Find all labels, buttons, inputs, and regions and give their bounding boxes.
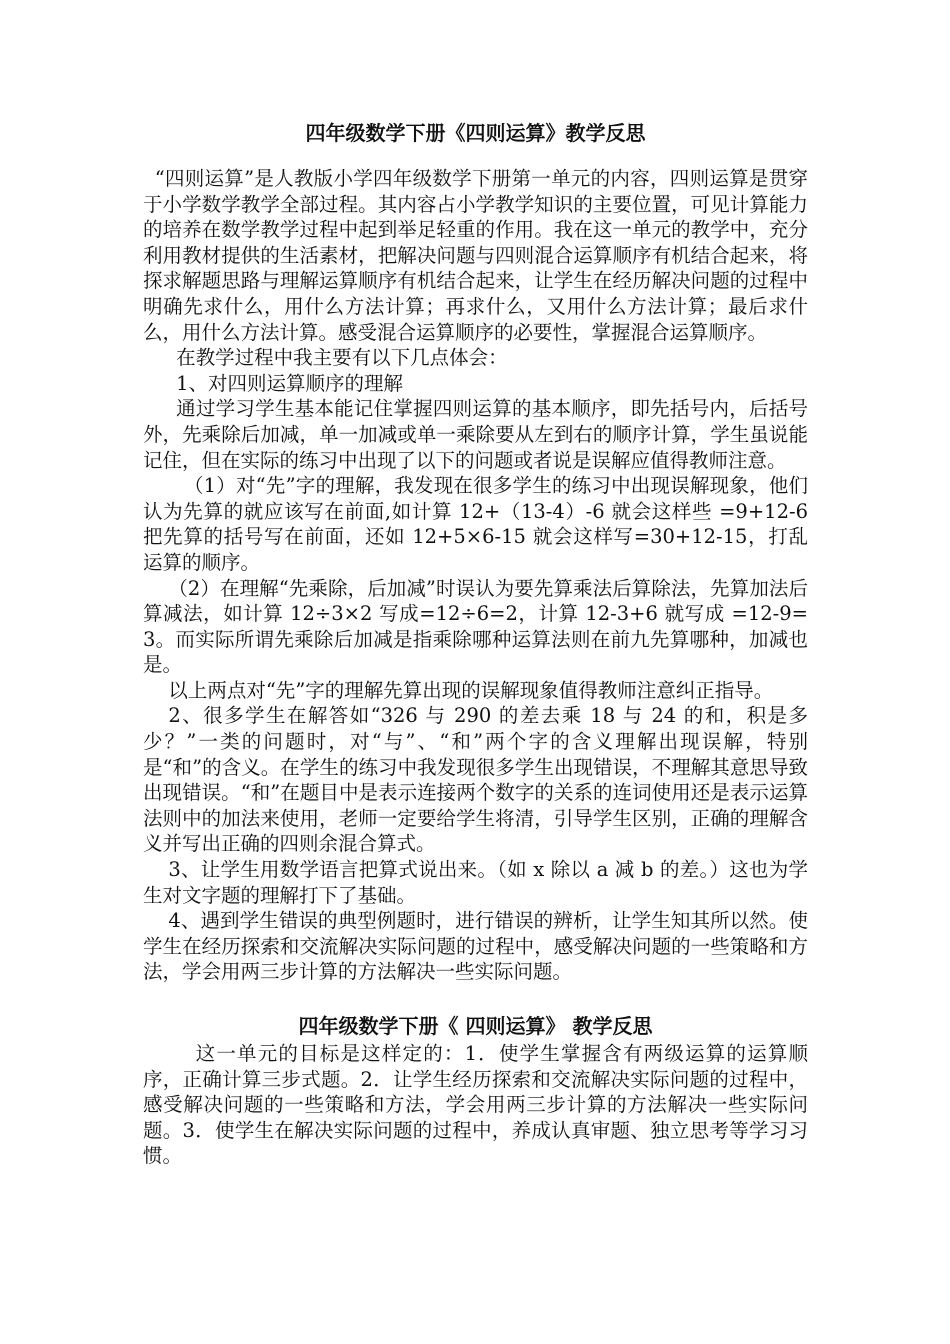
paragraph-unit-goals: 这一单元的目标是这样定的：1．使学生掌握含有两级运算的运算顺序，正确计算三步式题。2．让学生经历探索和交流解决实际问题的过程中，感受解决问题的一些策略和方法，学会用两三步计算的方法解决一些实际问题。3．使学生在解决实际问题的过程中，养成认真审题、独立思考等学习习惯。 — [143, 1042, 808, 1168]
paragraph-point-3: 3、让学生用数学语言把算式说出来。（如 x 除以 a 减 b 的差。）这也为学生对文字题的理解打下了基础。 — [143, 858, 808, 907]
paragraph-experience-lead: 在教学过程中我主要有以下几点体会： — [176, 346, 508, 370]
paragraph-point-4: 4、遇到学生错误的典型例题时，进行错误的辨析，让学生知其所以然。使学生在经历探索和交流解决实际问题的过程中，感受解决问题的一些策略和方法，学会用两三步计算的方法解决一些实际问题。 — [143, 909, 808, 984]
paragraph-intro: “四则运算”是人教版小学四年级数学下册第一单元的内容，四则运算是贯穿于小学数学教学全部过程。其内容占小学教学知识的主要位置，可见计算能力的培养在数学教学过程中起到举足轻重的作用。我在这一单元的教学中，充分利用教材提供的生活素材，把解决问题与四则混合运算顺序有机结合起来，将探求解题思路与理解运算顺序有机结合起来，让学生在经历解决问题的过程中明确先求什么，用什么方法计算；再求什么，又用什么方法计算；最后求什么，用什么方法计算。感受混合运算顺序的必要性，掌握混合运算顺序。 — [143, 167, 808, 344]
document-title-second: 四年级数学下册《 四则运算》 教学反思 — [298, 1014, 653, 1038]
paragraph-sub-point-2: （2）在理解“先乘除，后加减”时误认为要先算乘法后算除法，先算加法后算减法，如计算 12÷3×2 写成=12÷6=2，计算 12-3+6 就写成 =12-9=3。而实际所谓先乘除后加减是指乘除哪种运算法则在前九先算哪种，加减也是。 — [143, 576, 808, 677]
paragraph-point-2: 2、很多学生在解答如“326 与 290 的差去乘 18 与 24 的和，积是多少？”一类的问题时，对“与”、“和”两个字的含义理解出现误解，特别是“和”的含义。在学生的练习中我发现很多学生出现错误，不理解其意思导致出现错误。“和”在题目中是表示连接两个数字的关系的连词使用还是表示运算法则中的加法来使用，老师一定要给学生将清，引导学生区别，正确的理解含义并写出正确的四则余混合算式。 — [143, 704, 808, 856]
document-title: 四年级数学下册《四则运算》教学反思 — [305, 121, 646, 145]
paragraph-summary: 以上两点对“先”字的理解先算出现的误解现象值得教师注意纠正指导。 — [168, 678, 774, 702]
paragraph-point-1: 通过学习学生基本能记住掌握四则运算的基本顺序，即先括号内，后括号外，先乘除后加减，单一加减或单一乘除要从左到右的顺序计算，学生虽说能记住，但在实际的练习中出现了以下的问题或者说是误解应值得教师注意。 — [143, 397, 808, 472]
heading-point-1: 1、对四则运算顺序的理解 — [176, 371, 404, 395]
paragraph-sub-point-1: （1）对“先”字的理解，我发现在很多学生的练习中出现误解现象，他们认为先算的就应该写在前面,如计算 12+（13-4）-6 就会这样些 =9+12-6 把先算的括号写在前面，还如 12+5×6-15 就会这样写=30+12-15，打乱运算的顺序。 — [143, 474, 808, 574]
